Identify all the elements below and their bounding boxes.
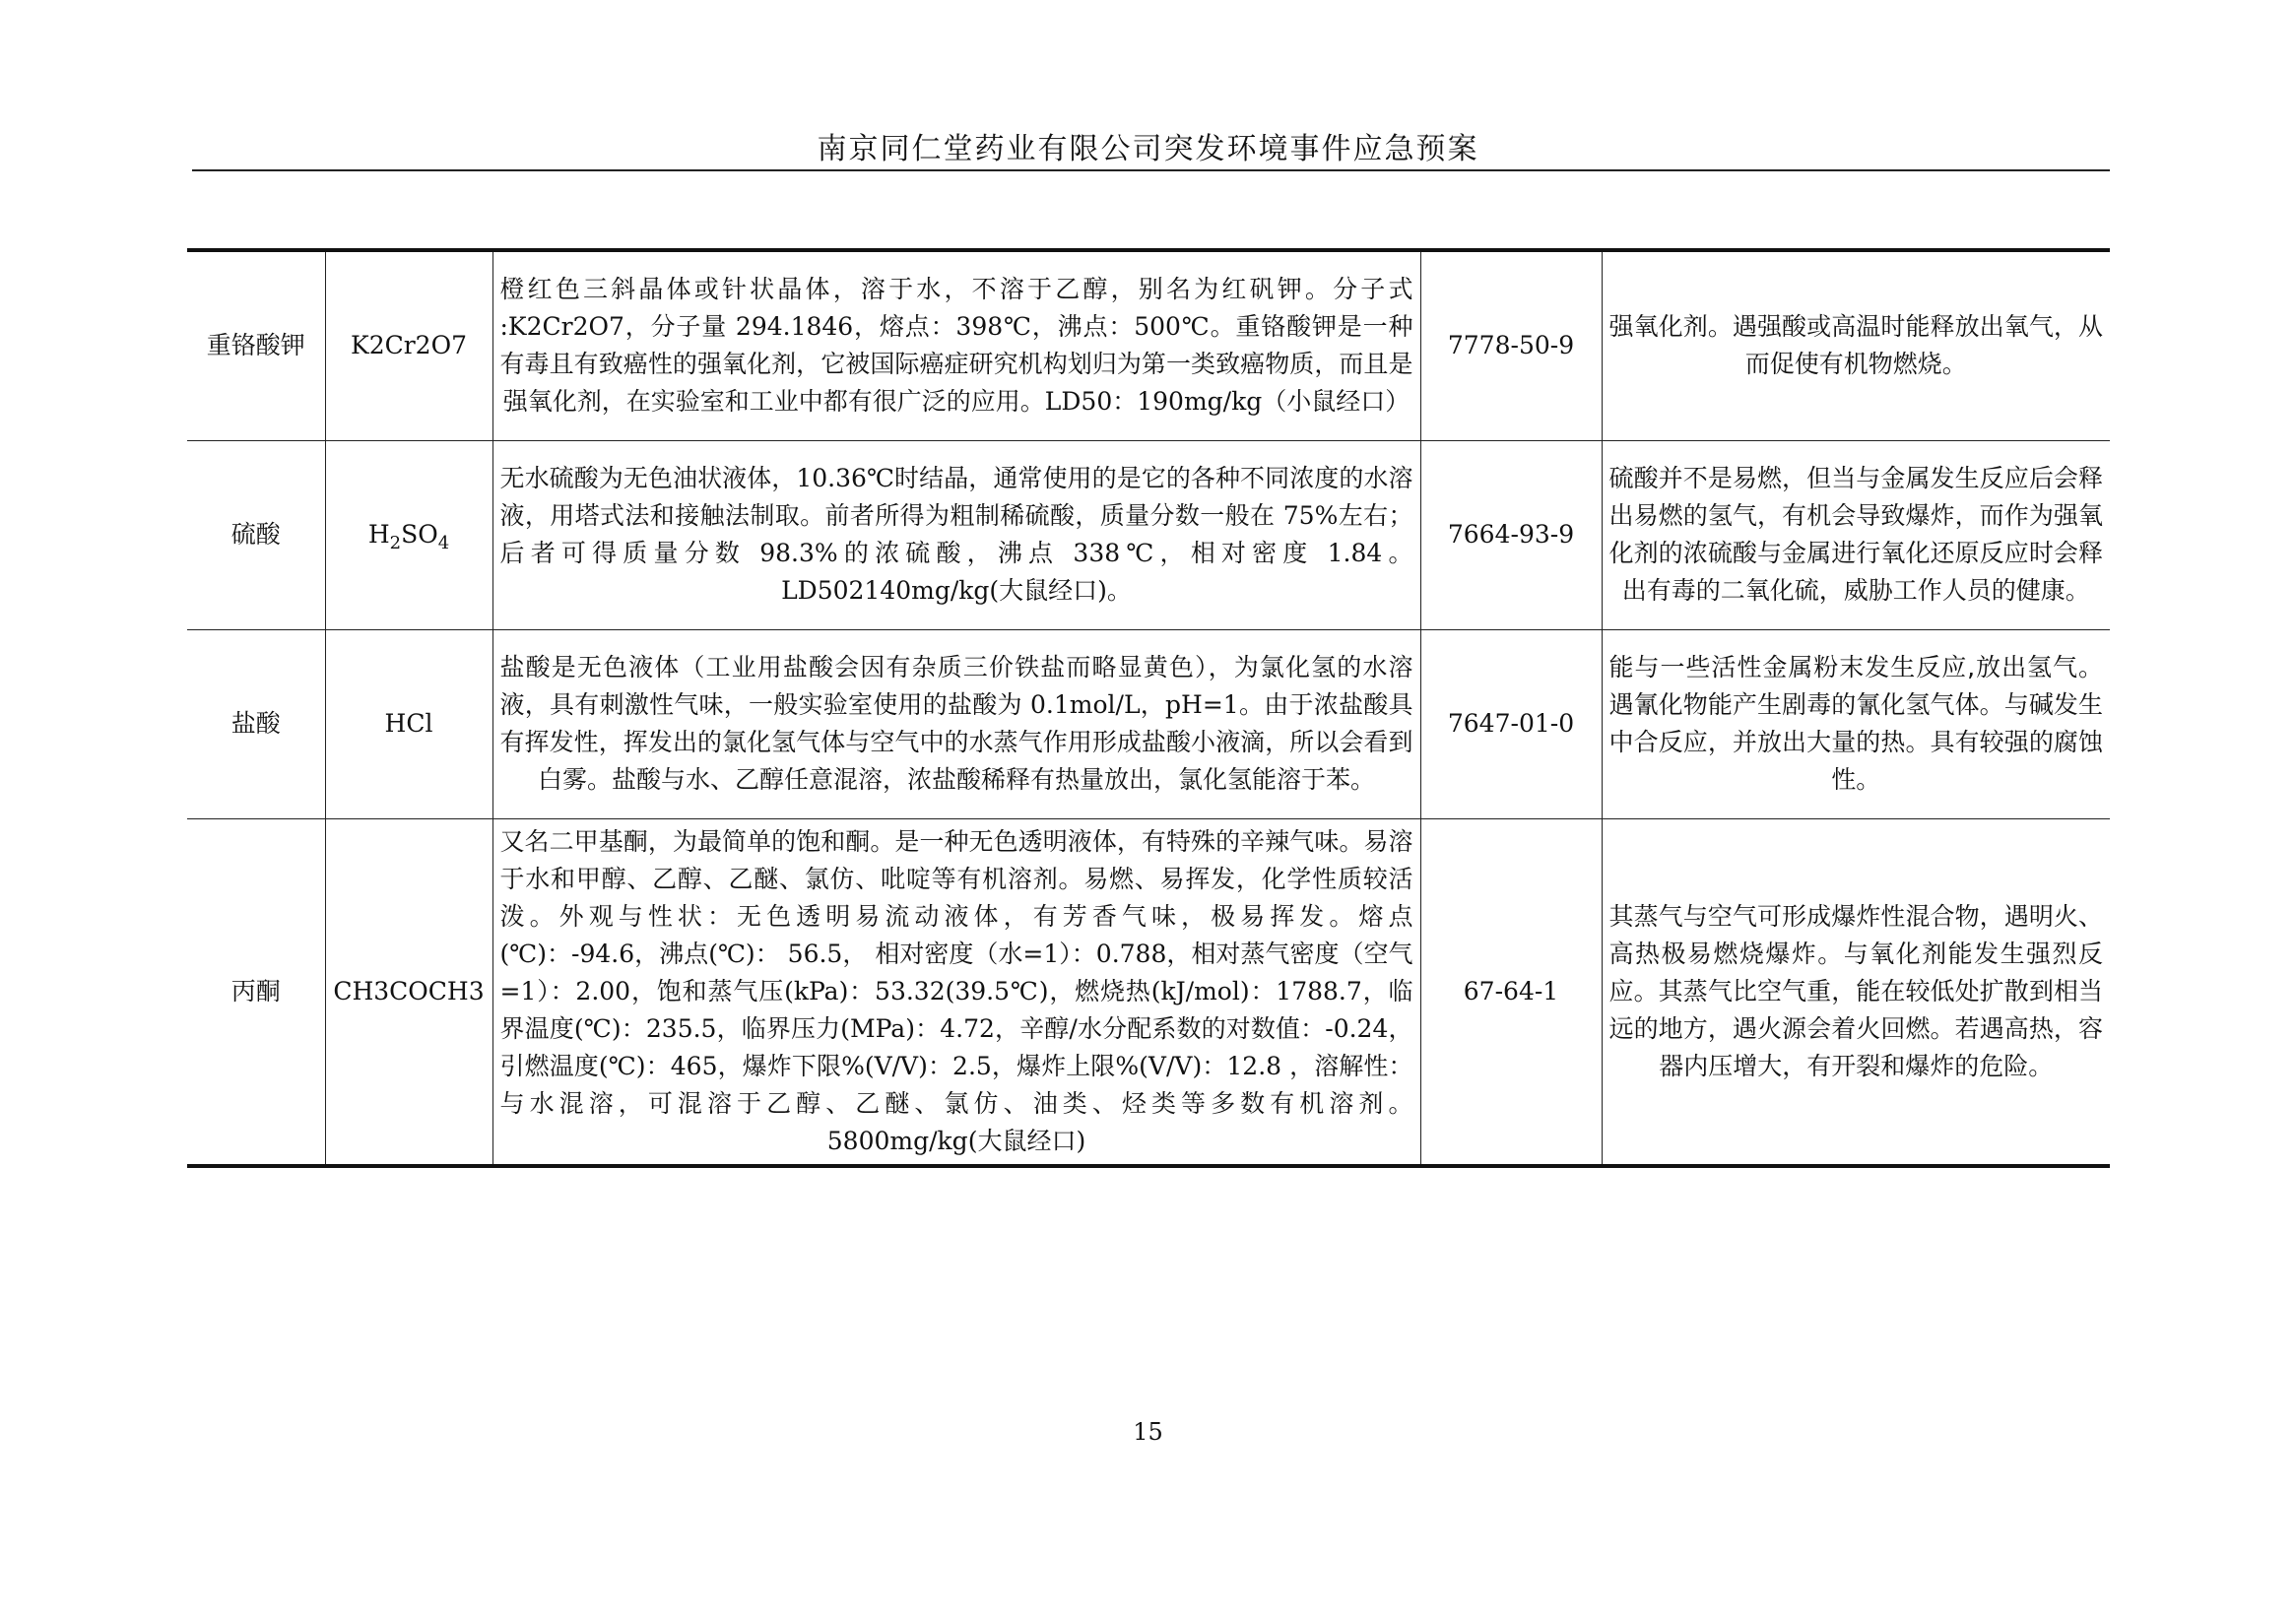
chemical-description-cell: 橙红色三斜晶体或针状晶体，溶于水，不溶于乙醇，别名为红矾钾。分子式 :K2Cr2O7，分子量 294.1846，熔点：398℃，沸点：500℃。重铬酸钾是一种有毒且有致癌性的强氧化剂，它被国际癌症研究机构划归为第一类致癌物质，而且是强氧化剂，在实验室和工业中都有很广泛的应用。LD50：190mg/kg（小鼠经口） [492, 250, 1420, 440]
table-row [187, 818, 2110, 1166]
hazard-cell: 强氧化剂。遇强酸或高温时能释放出氧气，从而促使有机物燃烧。 [1602, 250, 2110, 440]
hazard-cell: 硫酸并不是易燃，但当与金属发生反应后会释出易燃的氢气，有机会导致爆炸，而作为强氧化剂的浓硫酸与金属进行氧化还原反应时会释出有毒的二氧化硫，威胁工作人员的健康。 [1602, 440, 2110, 629]
chemical-description-cell: 又名二甲基酮，为最简单的饱和酮。是一种无色透明液体，有特殊的辛辣气味。易溶于水和甲醇、乙醇、乙醚、氯仿、吡啶等有机溶剂。易燃、易挥发，化学性质较活泼。外观与性状：无色透明易流动液体，有芳香气味，极易挥发。熔点(℃)：-94.6，沸点(℃)： 56.5， 相对密度（水=1）：0.788，相对蒸气密度（空气=1）：2.00，饱和蒸气压(kPa)：53.32(39.5℃)，燃烧热(kJ/mol)：1788.7，临界温度(℃)：235.5，临界压力(MPa)：4.72，辛醇/水分配系数的对数值：-0.24，引燃温度(℃)：465，爆炸下限%(V/V)：2.5，爆炸上限%(V/V)：12.8 ，溶解性：与水混溶，可混溶于乙醇、乙醚、氯仿、油类、烃类等多数有机溶剂。5800mg/kg(大鼠经口) [492, 818, 1420, 1166]
chemical-description-cell: 盐酸是无色液体（工业用盐酸会因有杂质三价铁盐而略显黄色），为氯化氢的水溶液，具有刺激性气味，一般实验室使用的盐酸为 0.1mol/L，pH=1。由于浓盐酸具有挥发性，挥发出的氯化氢气体与空气中的水蒸气作用形成盐酸小液滴，所以会看到白雾。盐酸与水、乙醇任意混溶，浓盐酸稀释有热量放出，氯化氢能溶于苯。 [492, 629, 1420, 818]
chemical-formula-cell [325, 440, 492, 629]
table-row [187, 440, 2110, 629]
chemical-formula-cell: K2Cr2O7 [325, 250, 492, 440]
chemical-formula-cell: HCl [325, 629, 492, 818]
cas-number-cell: 7778-50-9 [1420, 250, 1602, 440]
hazard-cell: 其蒸气与空气可形成爆炸性混合物，遇明火、高热极易燃烧爆炸。与氧化剂能发生强烈反应。其蒸气比空气重，能在较低处扩散到相当远的地方，遇火源会着火回燃。若遇高热，容器内压增大，有开裂和爆炸的危险。 [1602, 818, 2110, 1166]
hazard-cell: 能与一些活性金属粉末发生反应,放出氢气。遇氰化物能产生剧毒的氰化氢气体。与碱发生中合反应，并放出大量的热。具有较强的腐蚀性。 [1602, 629, 2110, 818]
formula-subscript: 2 [389, 533, 402, 553]
page-number: 15 [1133, 1418, 1163, 1446]
chemical-name-cell: 硫酸 [187, 440, 325, 629]
chemical-properties-table [187, 248, 2110, 1168]
table-row [187, 629, 2110, 818]
chemical-name-cell: 重铬酸钾 [187, 250, 325, 440]
chemical-formula-cell: CH3COCH3 [325, 818, 492, 1166]
formula-part: H [367, 520, 390, 549]
chemical-description-cell: 无水硫酸为无色油状液体，10.36℃时结晶，通常使用的是它的各种不同浓度的水溶液，用塔式法和接触法制取。前者所得为粗制稀硫酸，质量分数一般在 75%左右；后者可得质量分数 98.3%的浓硫酸，沸点 338℃，相对密度 1.84。LD502140mg/kg(大鼠经口)。 [492, 440, 1420, 629]
cas-number-cell: 7664-93-9 [1420, 440, 1602, 629]
formula-part: SO [401, 520, 438, 549]
table-row [187, 250, 2110, 440]
header-rule [192, 169, 2110, 171]
chemical-name-cell: 丙酮 [187, 818, 325, 1166]
chemical-name-cell: 盐酸 [187, 629, 325, 818]
cas-number-cell: 67-64-1 [1420, 818, 1602, 1166]
cas-number-cell: 7647-01-0 [1420, 629, 1602, 818]
formula-subscript: 4 [437, 533, 450, 553]
document-header-title: 南京同仁堂药业有限公司突发环境事件应急预案 [817, 132, 1479, 166]
